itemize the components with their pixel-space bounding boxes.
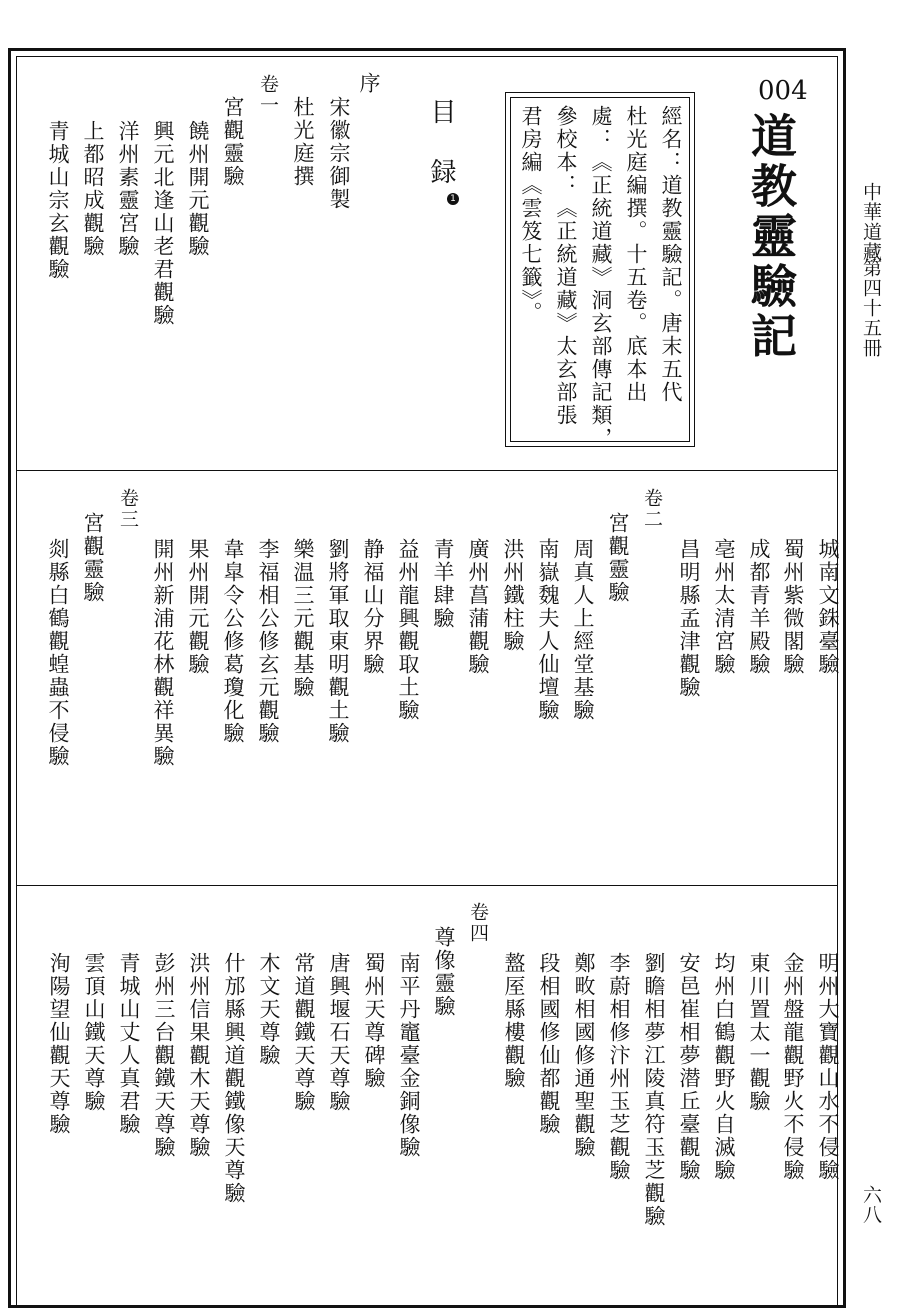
mid-entry-16: 李福相公修玄元觀驗 bbox=[256, 538, 280, 745]
mid-entry-13: 静福山分界驗 bbox=[361, 538, 385, 676]
footnote-marker: 1 bbox=[447, 193, 459, 205]
top-entry-7: 洋州素靈宮驗 bbox=[116, 120, 140, 258]
mid-entry-15: 樂温三元觀基驗 bbox=[291, 538, 315, 699]
bot-entry-5: 劉瞻相夢江陵真符玉芝觀驗 bbox=[642, 952, 666, 1228]
mid-entry-6: 宮觀靈驗 bbox=[606, 512, 630, 604]
bot-entry-9: 盩厔縣樓觀驗 bbox=[502, 952, 526, 1090]
mid-entry-20: 卷三 bbox=[117, 488, 139, 530]
text-title: 道教靈驗記 bbox=[744, 112, 798, 362]
mid-entry-10: 廣州菖蒲觀驗 bbox=[466, 538, 490, 676]
info-line-3: 處：《正統道藏》洞玄部傳記類， bbox=[589, 105, 613, 450]
top-entry-5: 饒州開元觀驗 bbox=[186, 120, 210, 258]
mid-entry-2: 成都青羊殿驗 bbox=[747, 538, 771, 676]
bot-entry-21: 雲頂山鐵天尊驗 bbox=[82, 952, 106, 1113]
mid-entry-4: 昌明縣孟津觀驗 bbox=[677, 538, 701, 699]
top-entry-1: 宋徽宗御製 bbox=[327, 96, 351, 211]
divider-bottom bbox=[16, 885, 838, 886]
bot-entry-2: 東川置太一觀驗 bbox=[747, 952, 771, 1113]
mid-entry-19: 開州新浦花林觀祥異驗 bbox=[151, 538, 175, 768]
bot-entry-6: 李蔚相修汴州玉芝觀驗 bbox=[607, 952, 631, 1182]
bot-entry-3: 均州白鶴觀野火自滅驗 bbox=[712, 952, 736, 1182]
mid-entry-22: 剡縣白鶴觀蝗蟲不侵驗 bbox=[46, 538, 70, 768]
top-entry-6: 興元北逢山老君觀驗 bbox=[151, 120, 175, 327]
bot-entry-4: 安邑崔相夢潜丘臺觀驗 bbox=[677, 952, 701, 1182]
bot-entry-13: 蜀州天尊碑驗 bbox=[362, 952, 386, 1090]
top-entry-3: 卷一 bbox=[257, 74, 279, 116]
mid-entry-3: 亳州太清宮驗 bbox=[712, 538, 736, 676]
top-entry-4: 宮觀靈驗 bbox=[221, 96, 245, 188]
toc-heading-lu: 録 bbox=[426, 158, 456, 184]
bot-entry-0: 明州大寶觀山水不侵驗 bbox=[816, 952, 840, 1182]
mid-entry-0: 城南文銖臺驗 bbox=[816, 538, 840, 676]
mid-entry-21: 宮觀靈驗 bbox=[81, 512, 105, 604]
info-line-2: 杜光庭編撰。十五卷。底本出 bbox=[624, 105, 648, 404]
page-number: 六八 bbox=[860, 1185, 882, 1225]
bot-entry-15: 常道觀鐵天尊驗 bbox=[292, 952, 316, 1113]
mid-entry-1: 蜀州紫微閣驗 bbox=[781, 538, 805, 676]
bot-entry-18: 洪州信果觀木天尊驗 bbox=[187, 952, 211, 1159]
bot-entry-8: 段相國修仙都觀驗 bbox=[537, 952, 561, 1136]
bot-entry-17: 什邡縣興道觀鐵像天尊驗 bbox=[222, 952, 246, 1205]
toc-heading-mu: 目 bbox=[426, 98, 456, 124]
mid-entry-14: 劉將軍取東明觀土驗 bbox=[326, 538, 350, 745]
bot-entry-11: 尊像靈驗 bbox=[432, 926, 456, 1018]
bot-entry-16: 木文天尊驗 bbox=[257, 952, 281, 1067]
info-line-5: 君房編《雲笈七籤》。 bbox=[519, 105, 543, 325]
top-entry-0: 序 bbox=[357, 72, 381, 95]
top-entry-9: 青城山宗玄觀驗 bbox=[46, 120, 70, 281]
book-title: 中華道藏 bbox=[860, 182, 882, 262]
bot-entry-10: 卷四 bbox=[467, 902, 489, 944]
text-number: 004 bbox=[758, 76, 808, 106]
mid-entry-5: 卷二 bbox=[641, 488, 663, 530]
bot-entry-7: 鄭畋相國修通聖觀驗 bbox=[572, 952, 596, 1159]
top-entry-2: 杜光庭撰 bbox=[291, 96, 315, 188]
top-entry-8: 上都昭成觀驗 bbox=[81, 120, 105, 258]
mid-entry-9: 洪州鐵柱驗 bbox=[501, 538, 525, 653]
bot-entry-14: 唐興堰石天尊驗 bbox=[327, 952, 351, 1113]
mid-entry-7: 周真人上經堂基驗 bbox=[571, 538, 595, 722]
bot-entry-19: 彭州三台觀鐵天尊驗 bbox=[152, 952, 176, 1159]
bot-entry-1: 金州盤龍觀野火不侵驗 bbox=[781, 952, 805, 1182]
mid-entry-11: 青羊肆驗 bbox=[431, 538, 455, 630]
bot-entry-22: 洵陽望仙觀天尊驗 bbox=[47, 952, 71, 1136]
mid-entry-12: 益州龍興觀取土驗 bbox=[396, 538, 420, 722]
mid-entry-8: 南嶽魏夫人仙壇驗 bbox=[536, 538, 560, 722]
divider-top bbox=[16, 470, 838, 471]
bot-entry-12: 南平丹竈臺金銅像驗 bbox=[397, 952, 421, 1159]
mid-entry-18: 果州開元觀驗 bbox=[186, 538, 210, 676]
info-line-1: 經名：道教靈驗記。唐末五代 bbox=[659, 105, 683, 404]
mid-entry-17: 韋皐令公修葛瓊化驗 bbox=[221, 538, 245, 745]
info-line-4: 參校本：《正統道藏》太玄部張 bbox=[554, 105, 578, 427]
volume-label: 第四十五冊 bbox=[860, 258, 882, 358]
bot-entry-20: 青城山丈人真君驗 bbox=[117, 952, 141, 1136]
